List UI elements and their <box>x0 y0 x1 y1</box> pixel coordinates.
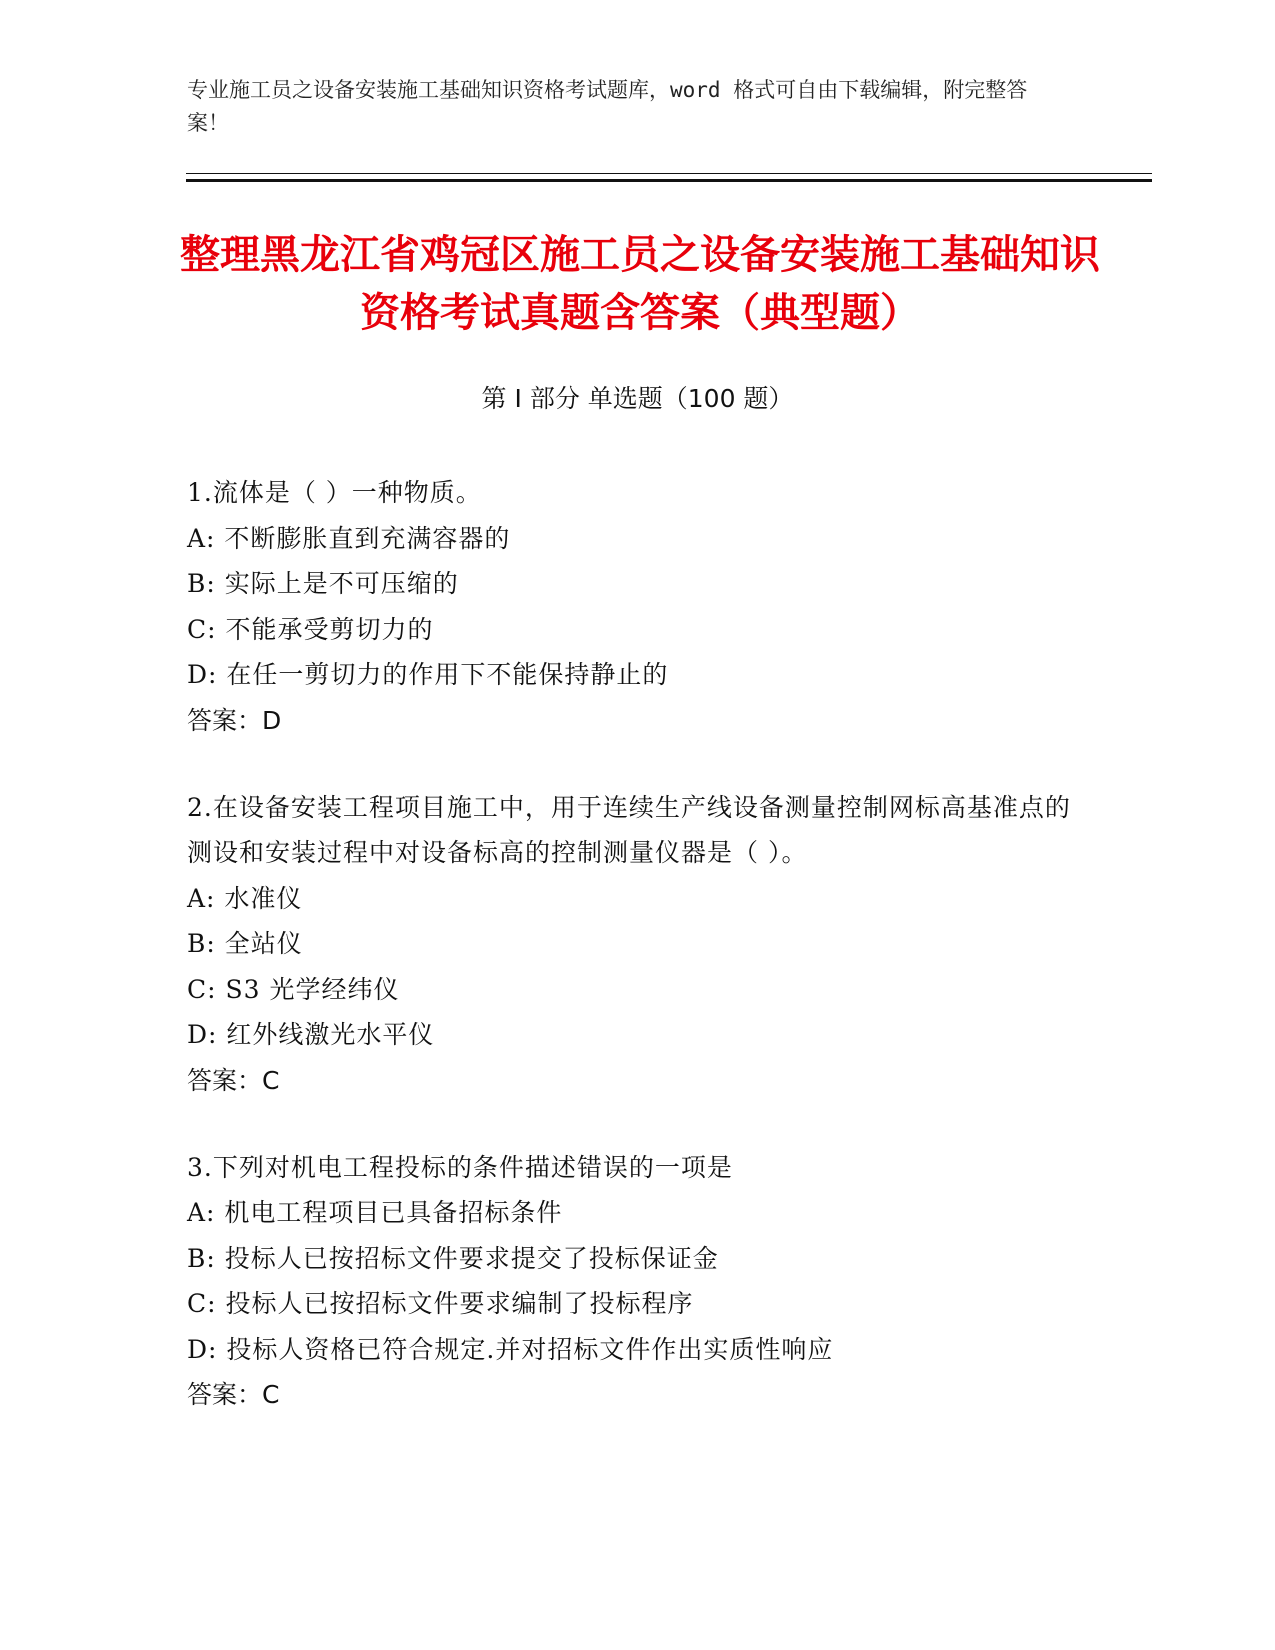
option-b: B: 全站仪 <box>187 929 303 958</box>
option-d: D: 投标人资格已符合规定.并对招标文件作出实质性响应 <box>187 1334 834 1364</box>
section-heading: 第 I 部分 单选题（100 题） <box>481 384 794 413</box>
option-b: B: 实际上是不可压缩的 <box>187 569 459 598</box>
header-rule-thin <box>186 173 1152 174</box>
option-c: C: S3 光学经纬仪 <box>187 974 400 1004</box>
question-1 <box>187 470 1087 743</box>
question-stem-text: 3.下列对机电工程投标的条件描述错误的一项是 <box>187 1152 733 1182</box>
question-3 <box>187 1145 1087 1418</box>
option-a: A: 不断膨胀直到充满容器的 <box>187 523 511 553</box>
option-a: A: 水准仪 <box>187 883 303 913</box>
option-c: C: 投标人已按招标文件要求编制了投标程序 <box>187 1289 694 1318</box>
option-a: A: 机电工程项目已具备招标条件 <box>187 1198 563 1227</box>
option-d: D: 在任一剪切力的作用下不能保持静止的 <box>187 660 669 689</box>
document-title: 整理黑龙江省鸡冠区施工员之设备安装施工基础知识资格考试真题含答案（典型题） <box>180 232 1100 336</box>
question-stem <box>187 470 1087 516</box>
header-rule-thick <box>186 179 1152 182</box>
answer: 答案：D <box>187 705 282 735</box>
question-stem <box>187 1145 1087 1191</box>
question-stem-text: 2.在设备安装工程项目施工中，用于连续生产线设备测量控制网标高基准点的测设和安装过程中对设备标高的控制测量仪器是（ ）。 <box>187 792 1071 867</box>
question-list <box>187 470 1087 1459</box>
question-stem <box>187 785 1087 876</box>
answer: 答案：C <box>187 1380 280 1409</box>
option-b: B: 投标人已按招标文件要求提交了投标保证金 <box>187 1243 719 1273</box>
question-stem-text: 1.流体是（ ）一种物质。 <box>187 478 482 507</box>
option-c: C: 不能承受剪切力的 <box>187 614 434 644</box>
answer: 答案：C <box>187 1065 280 1095</box>
question-2 <box>187 785 1087 1103</box>
option-d: D: 红外线激光水平仪 <box>187 1020 435 1049</box>
header-note: 专业施工员之设备安装施工基础知识资格考试题库，word 格式可自由下载编辑，附完整答案！ <box>187 78 1028 135</box>
